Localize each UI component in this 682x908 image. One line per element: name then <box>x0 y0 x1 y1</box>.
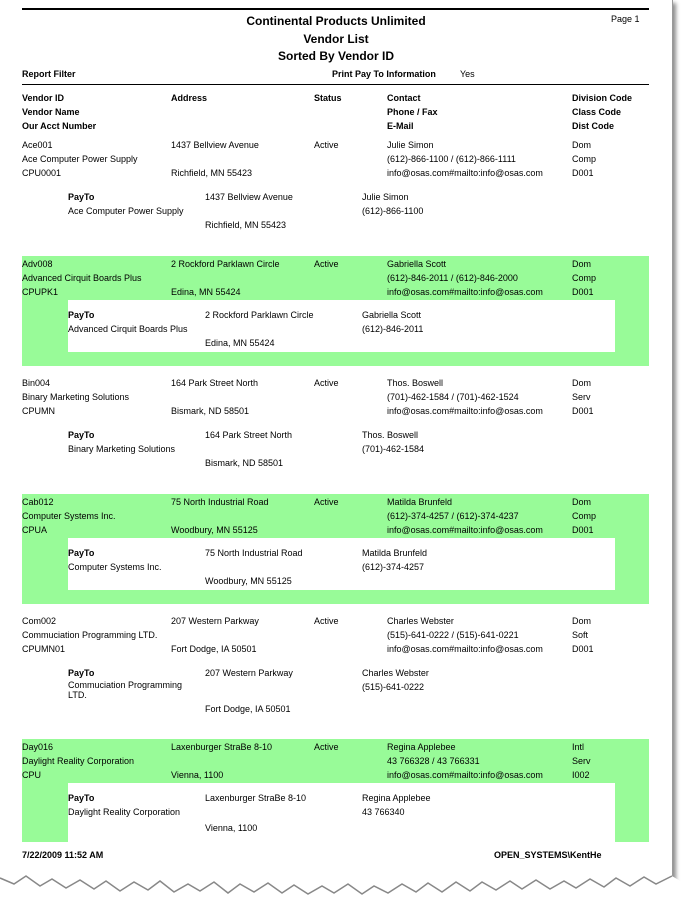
header-division: Division Code <box>572 93 633 103</box>
vendor-city: Woodbury, MN 55125 <box>171 525 258 535</box>
payto-contact: Thos. Boswell <box>362 430 419 440</box>
payto-city: Edina, MN 55424 <box>205 338 275 348</box>
header-acct: Our Acct Number <box>22 121 97 131</box>
vendor-division: Dom <box>572 259 592 269</box>
vendor-record <box>22 256 649 366</box>
report-sort: Sorted By Vendor ID <box>277 49 395 63</box>
vendor-dist: D001 <box>572 168 594 178</box>
vendor-class: Soft <box>572 630 589 640</box>
payto-city: Richfield, MN 55423 <box>205 220 287 230</box>
vendor-division: Dom <box>572 616 592 626</box>
vendor-phone: (612)-866-1100 / (612)-866-1111 <box>387 154 516 164</box>
vendor-email: info@osas.com#mailto:info@osas.com <box>387 644 543 654</box>
vendor-division: Intl <box>572 742 585 752</box>
header-rule <box>22 84 649 85</box>
header-email: E-Mail <box>387 121 414 131</box>
header-class: Class Code <box>572 107 622 117</box>
payto-phone: (515)-641-0222 <box>362 682 425 692</box>
vendor-id: Ace001 <box>22 140 53 150</box>
vendor-city: Fort Dodge, IA 50501 <box>171 644 257 654</box>
vendor-status: Active <box>314 497 339 507</box>
header-vendor-name: Vendor Name <box>22 107 80 117</box>
vendor-acct: CPUPK1 <box>22 287 59 297</box>
vendor-email: info@osas.com#mailto:info@osas.com <box>387 525 543 535</box>
vendor-contact: Regina Applebee <box>387 742 456 752</box>
vendor-address: 207 Western Parkway <box>171 616 259 626</box>
payto-address: Laxenburger StraBe 8-10 <box>205 793 307 803</box>
payto-name: Binary Marketing Solutions <box>68 444 176 454</box>
vendor-phone: (515)-641-0222 / (515)-641-0221 <box>387 630 519 640</box>
vendor-contact: Charles Webster <box>387 616 454 626</box>
vendor-id: Cab012 <box>22 497 54 507</box>
vendor-record <box>22 374 649 484</box>
vendor-status: Active <box>314 378 339 388</box>
vendor-address: 164 Park Street North <box>171 378 259 388</box>
vendor-dist: D001 <box>572 644 594 654</box>
vendor-name: Advanced Cirquit Boards Plus <box>22 273 142 283</box>
payto-label: PayTo <box>68 668 95 678</box>
vendor-phone: (701)-462-1584 / (701)-462-1524 <box>387 392 519 402</box>
vendor-id: Com002 <box>22 616 57 626</box>
payto-name: Commuciation Programming <box>68 680 183 690</box>
footer-datetime: 7/22/2009 11:52 AM <box>22 850 104 860</box>
vendor-acct: CPU0001 <box>22 168 62 178</box>
vendor-name: Computer Systems Inc. <box>22 511 116 521</box>
payto-phone: (612)-374-4257 <box>362 562 425 572</box>
vendor-class: Serv <box>572 392 591 402</box>
payto-city: Bismark, ND 58501 <box>205 458 284 468</box>
vendor-dist: D001 <box>572 287 594 297</box>
vendor-class: Comp <box>572 273 597 283</box>
payto-address: 164 Park Street North <box>205 430 293 440</box>
payto-name: Ace Computer Power Supply <box>68 206 184 216</box>
footer-user: OPEN_SYSTEMS\KentHe <box>494 850 602 860</box>
payto-city: Vienna, 1100 <box>205 823 258 833</box>
payto-city: Woodbury, MN 55125 <box>205 576 292 586</box>
payto-name-line2: LTD. <box>68 690 87 700</box>
vendor-status: Active <box>314 140 339 150</box>
payto-contact: Charles Webster <box>362 668 429 678</box>
vendor-status: Active <box>314 259 339 269</box>
payto-block <box>68 426 615 478</box>
payto-name: Advanced Cirquit Boards Plus <box>68 324 188 334</box>
header-dist: Dist Code <box>572 121 615 131</box>
vendor-contact: Matilda Brunfeld <box>387 497 453 507</box>
vendor-id: Bin004 <box>22 378 51 388</box>
vendor-address: 75 North Industrial Road <box>171 497 269 507</box>
vendor-class: Comp <box>572 154 597 164</box>
payto-block <box>68 664 615 724</box>
vendor-city: Vienna, 1100 <box>171 770 224 780</box>
vendor-address: 2 Rockford Parklawn Circle <box>171 259 280 269</box>
payto-phone: (612)-866-1100 <box>362 206 424 216</box>
vendor-email: info@osas.com#mailto:info@osas.com <box>387 770 543 780</box>
vendor-address: 1437 Bellview Avenue <box>171 140 259 150</box>
payto-name: Daylight Reality Corporation <box>68 807 181 817</box>
vendor-status: Active <box>314 742 339 752</box>
vendor-city: Edina, MN 55424 <box>171 287 241 297</box>
vendor-contact: Gabriella Scott <box>387 259 447 269</box>
print-payto-value: Yes <box>460 69 475 79</box>
payto-contact: Gabriella Scott <box>362 310 422 320</box>
header-vendor-id: Vendor ID <box>22 93 65 103</box>
vendor-name: Ace Computer Power Supply <box>22 154 138 164</box>
report-title: Vendor List <box>303 32 369 46</box>
vendor-phone: (612)-846-2011 / (612)-846-2000 <box>387 273 518 283</box>
vendor-phone: (612)-374-4257 / (612)-374-4237 <box>387 511 519 521</box>
header-contact: Contact <box>387 93 421 103</box>
vendor-dist: I002 <box>572 770 590 780</box>
payto-address: 2 Rockford Parklawn Circle <box>205 310 314 320</box>
vendor-city: Richfield, MN 55423 <box>171 168 253 178</box>
payto-block <box>68 783 615 842</box>
header-address: Address <box>171 93 208 103</box>
payto-block <box>68 188 615 240</box>
payto-label: PayTo <box>68 430 95 440</box>
payto-phone: (612)-846-2011 <box>362 324 424 334</box>
vendor-division: Dom <box>572 497 592 507</box>
payto-contact: Julie Simon <box>362 192 409 202</box>
payto-label: PayTo <box>68 310 95 320</box>
vendor-dist: D001 <box>572 406 594 416</box>
header-status: Status <box>314 93 342 103</box>
vendor-record <box>22 494 649 604</box>
vendor-acct: CPUMN <box>22 406 55 416</box>
vendor-dist: D001 <box>572 525 594 535</box>
payto-block <box>68 538 615 590</box>
vendor-contact: Julie Simon <box>387 140 434 150</box>
vendor-record <box>22 612 649 727</box>
print-payto-label: Print Pay To Information <box>332 69 436 79</box>
payto-contact: Matilda Brunfeld <box>362 548 428 558</box>
company-name: Continental Products Unlimited <box>246 14 426 28</box>
payto-label: PayTo <box>68 793 95 803</box>
payto-label: PayTo <box>68 548 95 558</box>
vendor-class: Serv <box>572 756 591 766</box>
vendor-name: Binary Marketing Solutions <box>22 392 130 402</box>
vendor-record <box>22 136 649 246</box>
vendor-division: Dom <box>572 378 592 388</box>
vendor-name: Commuciation Programming LTD. <box>22 630 158 640</box>
payto-contact: Regina Applebee <box>362 793 431 803</box>
vendor-class: Comp <box>572 511 597 521</box>
vendor-record <box>22 739 649 842</box>
report-filter-label: Report Filter <box>22 69 76 79</box>
vendor-acct: CPUA <box>22 525 48 535</box>
payto-address: 75 North Industrial Road <box>205 548 303 558</box>
payto-address: 207 Western Parkway <box>205 668 293 678</box>
payto-address: 1437 Bellview Avenue <box>205 192 293 202</box>
vendor-id: Day016 <box>22 742 54 752</box>
payto-city: Fort Dodge, IA 50501 <box>205 704 291 714</box>
vendor-id: Adv008 <box>22 259 53 269</box>
vendor-name: Daylight Reality Corporation <box>22 756 135 766</box>
payto-name: Computer Systems Inc. <box>68 562 162 572</box>
vendor-city: Bismark, ND 58501 <box>171 406 250 416</box>
payto-block <box>68 300 615 352</box>
payto-label: PayTo <box>68 192 95 202</box>
vendor-email: info@osas.com#mailto:info@osas.com <box>387 406 543 416</box>
header-phone-fax: Phone / Fax <box>387 107 438 117</box>
vendor-acct: CPU <box>22 770 42 780</box>
vendor-phone: 43 766328 / 43 766331 <box>387 756 480 766</box>
vendor-address: Laxenburger StraBe 8-10 <box>171 742 273 752</box>
payto-phone: 43 766340 <box>362 807 405 817</box>
vendor-contact: Thos. Boswell <box>387 378 444 388</box>
page-number: Page 1 <box>611 14 640 24</box>
payto-phone: (701)-462-1584 <box>362 444 425 454</box>
vendor-acct: CPUMN01 <box>22 644 66 654</box>
torn-edge <box>0 862 682 908</box>
vendor-division: Dom <box>572 140 592 150</box>
vendor-status: Active <box>314 616 339 626</box>
top-rule <box>22 8 649 10</box>
vendor-email: info@osas.com#mailto:info@osas.com <box>387 168 543 178</box>
vendor-email: info@osas.com#mailto:info@osas.com <box>387 287 543 297</box>
